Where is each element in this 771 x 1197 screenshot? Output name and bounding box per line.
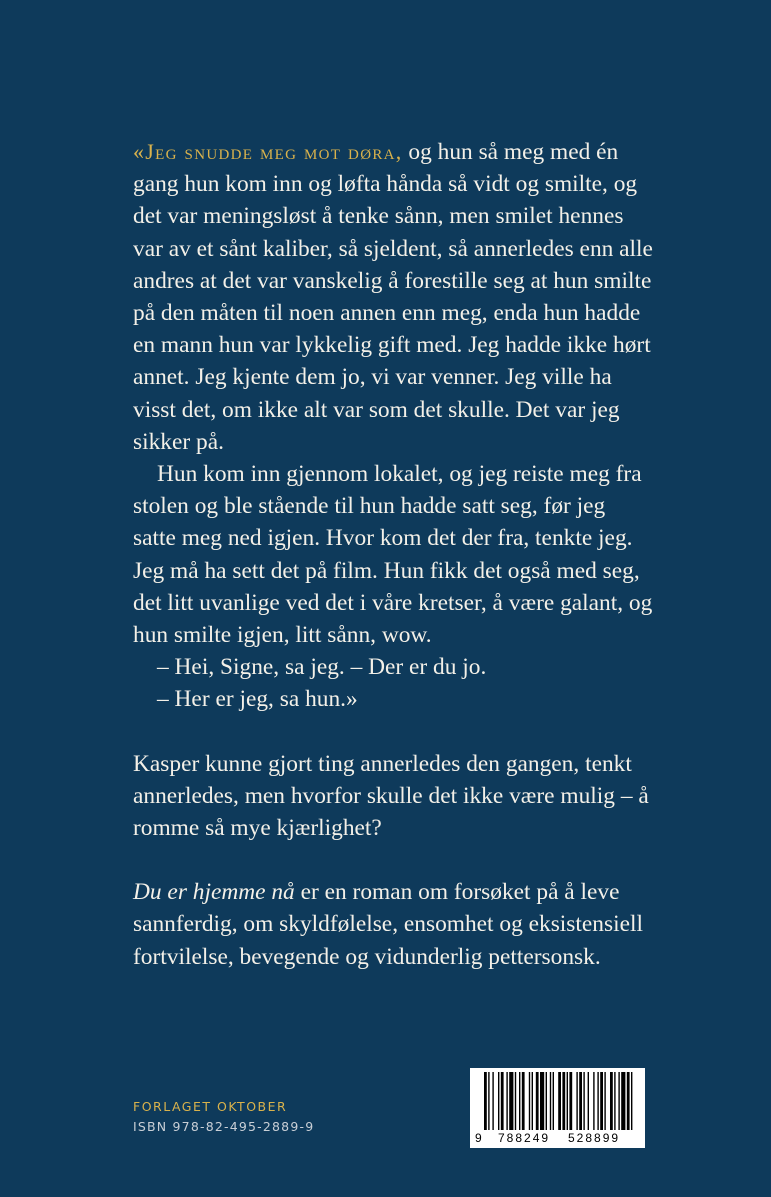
barcode-bar — [492, 1072, 493, 1130]
barcode-bars — [484, 1072, 632, 1130]
isbn-number: ISBN 978-82-495-2889-9 — [133, 1119, 315, 1134]
barcode-bar — [540, 1072, 544, 1130]
barcode-graphic — [470, 1068, 645, 1148]
barcode-bar — [618, 1072, 619, 1130]
barcode-bar — [532, 1072, 533, 1130]
barcode-bar — [604, 1072, 605, 1130]
barcode-bar — [488, 1072, 489, 1130]
barcode-bar — [621, 1072, 625, 1130]
barcode-bar — [546, 1072, 547, 1130]
quote-paragraph-1 — [133, 136, 653, 458]
barcode-bar — [550, 1072, 551, 1130]
barcode-bar — [562, 1072, 565, 1130]
barcode-bar — [610, 1072, 613, 1130]
barcode-bar — [631, 1072, 632, 1130]
barcode-bar — [506, 1072, 507, 1130]
barcode-bar — [501, 1072, 504, 1130]
blurb-paragraph-2 — [133, 876, 653, 973]
barcode-digit-first: 9 — [475, 1131, 483, 1145]
barcode-digits-right: 528899 — [568, 1131, 621, 1145]
quote-paragraph-1-text: og hun så meg med én gang hun kom inn og løfta hånda så vidt og smilte, og det var meningsløst å tenke sånn, men smilet hennes var av et sånt kaliber, så sjeldent, så annerledes enn alle andres at det var vanskelig å forestille seg at hun smilte på den måten til noen annen enn meg, enda hun hadde en mann hun var lykkelig gift med. Jeg hadde ikke hørt annet. Jeg kjente dem jo, vi var venner. Jeg ville ha visst det, om ikke alt var som det skulle. Det var jeg sikker på. — [133, 139, 653, 455]
barcode-bar — [614, 1072, 615, 1130]
barcode-bar — [569, 1072, 572, 1130]
blurb-paragraph-1: Kasper kunne gjort ting annerledes den gangen, tenkt annerledes, men hvorfor skulle det ikke være mulig – å romme så mye kjærlighet? — [133, 750, 649, 842]
barcode-bar — [519, 1072, 520, 1130]
barcode-bar — [593, 1072, 594, 1130]
quote-dialogue-2: – Her er jeg, sa hun.» — [157, 686, 358, 713]
barcode-bar — [579, 1072, 582, 1130]
back-cover-text — [133, 136, 653, 973]
quote-dialogue-1: – Hei, Signe, sa jeg. – Der er du jo. — [157, 654, 487, 681]
barcode-bar — [576, 1072, 577, 1130]
barcode-bar — [567, 1072, 568, 1130]
blurb-paragraph-2-text: er en roman om forsøket på å leve sannferdig, om skyldfølelse, ensomhet og eksistensiell fortvilelse, bevegende og vidunderlig pettersonsk. — [133, 879, 643, 970]
quote-lead-in: «Jeg snudde meg mot døra, — [133, 139, 403, 164]
barcode-bar — [529, 1072, 530, 1130]
quote-paragraph-2: Hun kom inn gjennom lokalet, og jeg reiste meg fra stolen og ble stående til hun hadde satt seg, før jeg satte meg ned igjen. Hvor kom det der fra, tenkte jeg. Jeg må ha sett det på film. Hun fikk det også med seg, det litt uvanlige ved det i våre kretser, å være galant, og hun smilte igjen, litt sånn, wow. — [133, 461, 653, 649]
barcode-bar — [522, 1072, 525, 1130]
barcode-bar — [536, 1072, 539, 1130]
isbn-barcode — [470, 1068, 645, 1148]
barcode-bar — [588, 1072, 589, 1130]
barcode-bar — [558, 1072, 561, 1130]
barcode-bar — [484, 1072, 487, 1130]
barcode-bar — [498, 1072, 499, 1130]
barcode-digits-left: 788249 — [498, 1131, 551, 1145]
barcode-bar — [597, 1072, 598, 1130]
barcode-bar — [553, 1072, 554, 1130]
barcode-bar — [600, 1072, 603, 1130]
barcode-bar — [515, 1072, 516, 1130]
barcode-bar — [583, 1072, 584, 1130]
book-title: Du er hjemme nå — [133, 879, 295, 906]
barcode-bar — [627, 1072, 630, 1130]
barcode-bar — [509, 1072, 513, 1130]
publisher-name: FORLAGET OKTOBER — [133, 1099, 288, 1114]
